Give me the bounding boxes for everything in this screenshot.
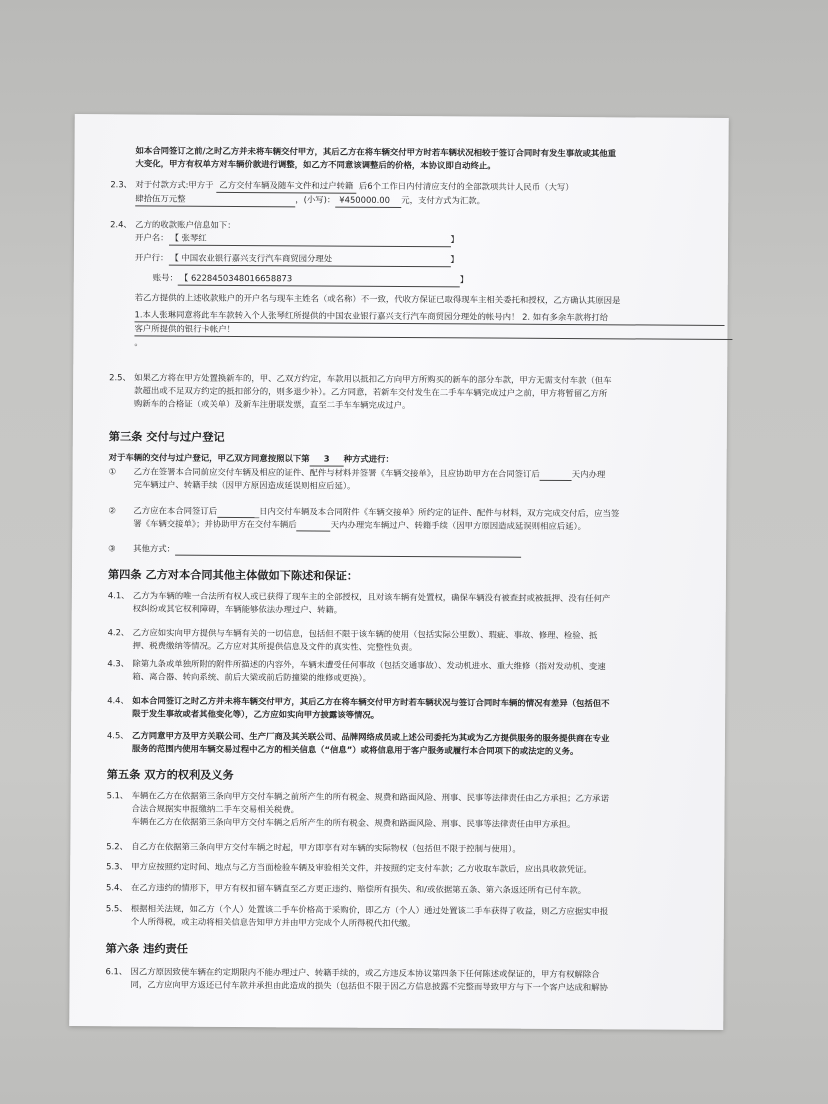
clause-5-4: 5.4、 在乙方违约的情形下，甲方有权扣留车辆直至乙方更正违约、赔偿所有损失、和/或依据第五条、第六条返还所有已付车款。	[106, 882, 587, 896]
option-2-days-blank	[217, 507, 259, 518]
clause-4-2: 4.2、 乙方应如实向甲方提供与车辆有关的一切信息，包括但不限于该车辆的使用（包括实际公里数）、瑕疵、事故、修理、检验、抵 押、税费缴纳等情况。乙方应对其所提供信息及文件的真实性、完整性负责。	[107, 627, 598, 653]
clause-2-4: 2.4、 乙方的收款账户信息如下： 开户名： 【 张琴红 】 开户行： 【 中国农业银行嘉兴支行汽车商贸园分理处 】 账号： 【 6228450348016658873 】 若乙方提供的上述收款账户的开户名与现车主姓名（或名称）不一致，代收方保证已取得现车主相关委托和授权，乙方确认其原因是 1.本人张琳同意将此车车款转入个人张琴红所提供的中国农业银行嘉兴支行汽车商贸园分理处的帐号内！ 2. 如有多余车款将打给 客户所提供的银行卡帐户！ 。	[109, 218, 720, 372]
clause-4-3: 4.3、 除第九条或单独所附的附件所描述的内容外，车辆未遭受任何事故（包括交通事故）、发动机进水、重大维修（指对发动机、变速 箱、离合器、转向系统、前后大梁或前后防撞梁的维修或更换）。	[107, 658, 606, 683]
delivery-method-field: 3	[310, 452, 344, 466]
account-name-row: 开户名： 【 张琴红 】	[135, 231, 720, 249]
amount-lowercase-field: ¥450000.00	[335, 194, 401, 208]
clause-5-5: 5.5、 根据相关法规，如乙方（个人）处置该二手车价格高于采购价，即乙方（个人）通过处置该二手车获得了收益，则乙方应据实申报 个人所得税，或主动将相关信息告知甲方并由甲方完成个人所得税代扣代缴。	[105, 903, 609, 929]
article-6-title: 第六条 违约责任	[105, 942, 188, 956]
clause-6-1: 6.1、 因乙方原因致使车辆在约定期限内不能办理过户、转籍手续的，或乙方违反本协议第四条下任何陈述或保证的，甲方有权解除合 同，乙方应向甲方返还已付车款并承担由此造成的损失（包括但不限于因乙方信息披露不完整而导致甲方与下一个客户达成和解协	[105, 966, 608, 993]
account-reason: 1.本人张琳同意将此车车款转入个人张琴红所提供的中国农业银行嘉兴支行汽车商贸园分理处的帐号内！ 2. 如有多余车款将打给	[135, 308, 720, 326]
article-5-title: 第五条 双方的权利及义务	[106, 768, 234, 782]
clause-5-2: 5.2、 自乙方在依据第三条向甲方交付车辆之时起，甲方即享有对车辆的实际物权（包括但不限于控制与使用）。	[106, 841, 521, 854]
clause-2-5: 2.5、 如果乙方将在甲方处置换新车的，甲、乙双方约定，车款用以抵扣乙方向甲方所购买的新车的部分车款，甲方无需支付车款（但车 款超出或不足双方约定的抵扣部分的，则多退少补）。乙方同意，若新车交付发生在二手车车辆完成过户之前，甲方将暂留乙方所 购新车的合格证（或关单）及新车注册联发票，直至二手车车辆完成过户。	[109, 372, 612, 411]
amount-uppercase-field: 肆拾伍万元整	[135, 192, 295, 207]
other-method-blank	[175, 545, 521, 558]
delivery-option-2: ② 乙方应在本合同签订后 日内交付车辆及本合同附件《车辆交接单》所约定的证件、配件与材料，双方完成交付后，应当签 署《车辆交接单》；并协助甲方在交付车辆后 天内办理完车辆过户、转籍手续（因甲方原因造成延误则相应后延）。	[108, 505, 620, 532]
clause-5-3: 5.3、 甲方应按照约定时间、地点与乙方当面检验车辆及审验相关文件，并按照约定支付车款；乙方收取车款后，应出具收款凭证。	[106, 861, 592, 875]
clause-4-4: 4.4、 如本合同签订之时乙方并未将车辆交付甲方，其后乙方在将车辆交付甲方时若车辆状况与签订合同时车辆的情况有差异（包括但不 限于发生事故或者其他变化等），乙方应如实向甲方披露该等情况。	[107, 695, 610, 720]
delivery-option-1: ① 乙方在签署本合同前应交付车辆及相应的证件、配件与材料并签署《车辆交接单》，且应协助甲方在合同签订后 天内办理 完车辆过户、转籍手续（因甲方原因造成延误则相应后延）。	[108, 466, 606, 491]
bank-row: 开户行： 【 中国农业银行嘉兴支行汽车商贸园分理处 】	[135, 251, 720, 269]
option-2-transfer-days-blank	[297, 520, 331, 531]
bank-value: 【 中国农业银行嘉兴支行汽车商贸园分理处	[168, 252, 450, 268]
account-number-row: 账号： 【 6228450348016658873 】	[135, 271, 720, 289]
option-1-days-blank	[540, 470, 572, 481]
account-number-value: 【 6228450348016658873	[178, 272, 460, 288]
carryover-paragraph: 如本合同签订之前/之时乙方并未将车辆交付甲方，其后乙方在将车辆交付甲方时若车辆状况相较于签订合同时有发生事故或其他重 大变化，甲方有权单方对车辆价款进行调整，如乙方不同意该调整后的价格，本协议即自动终止。	[135, 145, 617, 171]
contract-page	[69, 114, 729, 1030]
article-3-lead: 对于车辆的交付与过户登记，甲乙双方同意按照以下第 3 种方式进行：	[109, 451, 719, 469]
clause-4-5: 4.5、 乙方同意甲方及甲方关联公司、生产厂商及其关联公司、品牌网络成员或上述公司委托为其或为乙方提供服务的服务提供商在专业 服务的范围内使用车辆交易过程中乙方的相关信息（“信息”）或将信息用于客户服务或履行本合同项下的或法定的义务。	[106, 730, 610, 757]
article-3-title: 第三条 交付与过户登记	[108, 430, 225, 444]
clause-4-1: 4.1、 乙方为车辆的唯一合法所有权人或已获得了现车主的全部授权，且对该车辆有处置权，确保车辆没有被查封或被抵押、没有任何产 权纠纷或其它权利障碍，车辆能够依法办理过户、转籍。	[107, 590, 611, 615]
payment-trigger-field: 乙方交付车辆及随车文件和过户转籍	[216, 179, 356, 194]
clause-5-1: 5.1、 车辆在乙方在依据第三条向甲方交付车辆之前所产生的所有税金、规费和路面风险、刑事、民事等法律责任由乙方承担；乙方承诺 合法合规据实申报缴纳二手车交易相关税费。 车辆在乙方在依据第三条向甲方交付车辆之后所产生的所有税金、规费和路面风险、刑事、民事等法律责任由甲方承担。	[106, 790, 610, 830]
clause-2-3: 2.3、 对于付款方式:甲方于 乙方交付车辆及随车文件和过户转籍 后6个工作日内付清应支付的全部款项共计人民币（大写） 肆拾伍万元整 ，(小写)： ¥450000.00 元，支付方式为汇款。	[110, 178, 718, 214]
account-name-value: 【 张琴红	[168, 232, 450, 248]
article-4-title: 第四条 乙方对本合同其他主体做如下陈述和保证：	[107, 568, 359, 583]
delivery-option-3: ③ 其他方式：	[108, 542, 718, 562]
